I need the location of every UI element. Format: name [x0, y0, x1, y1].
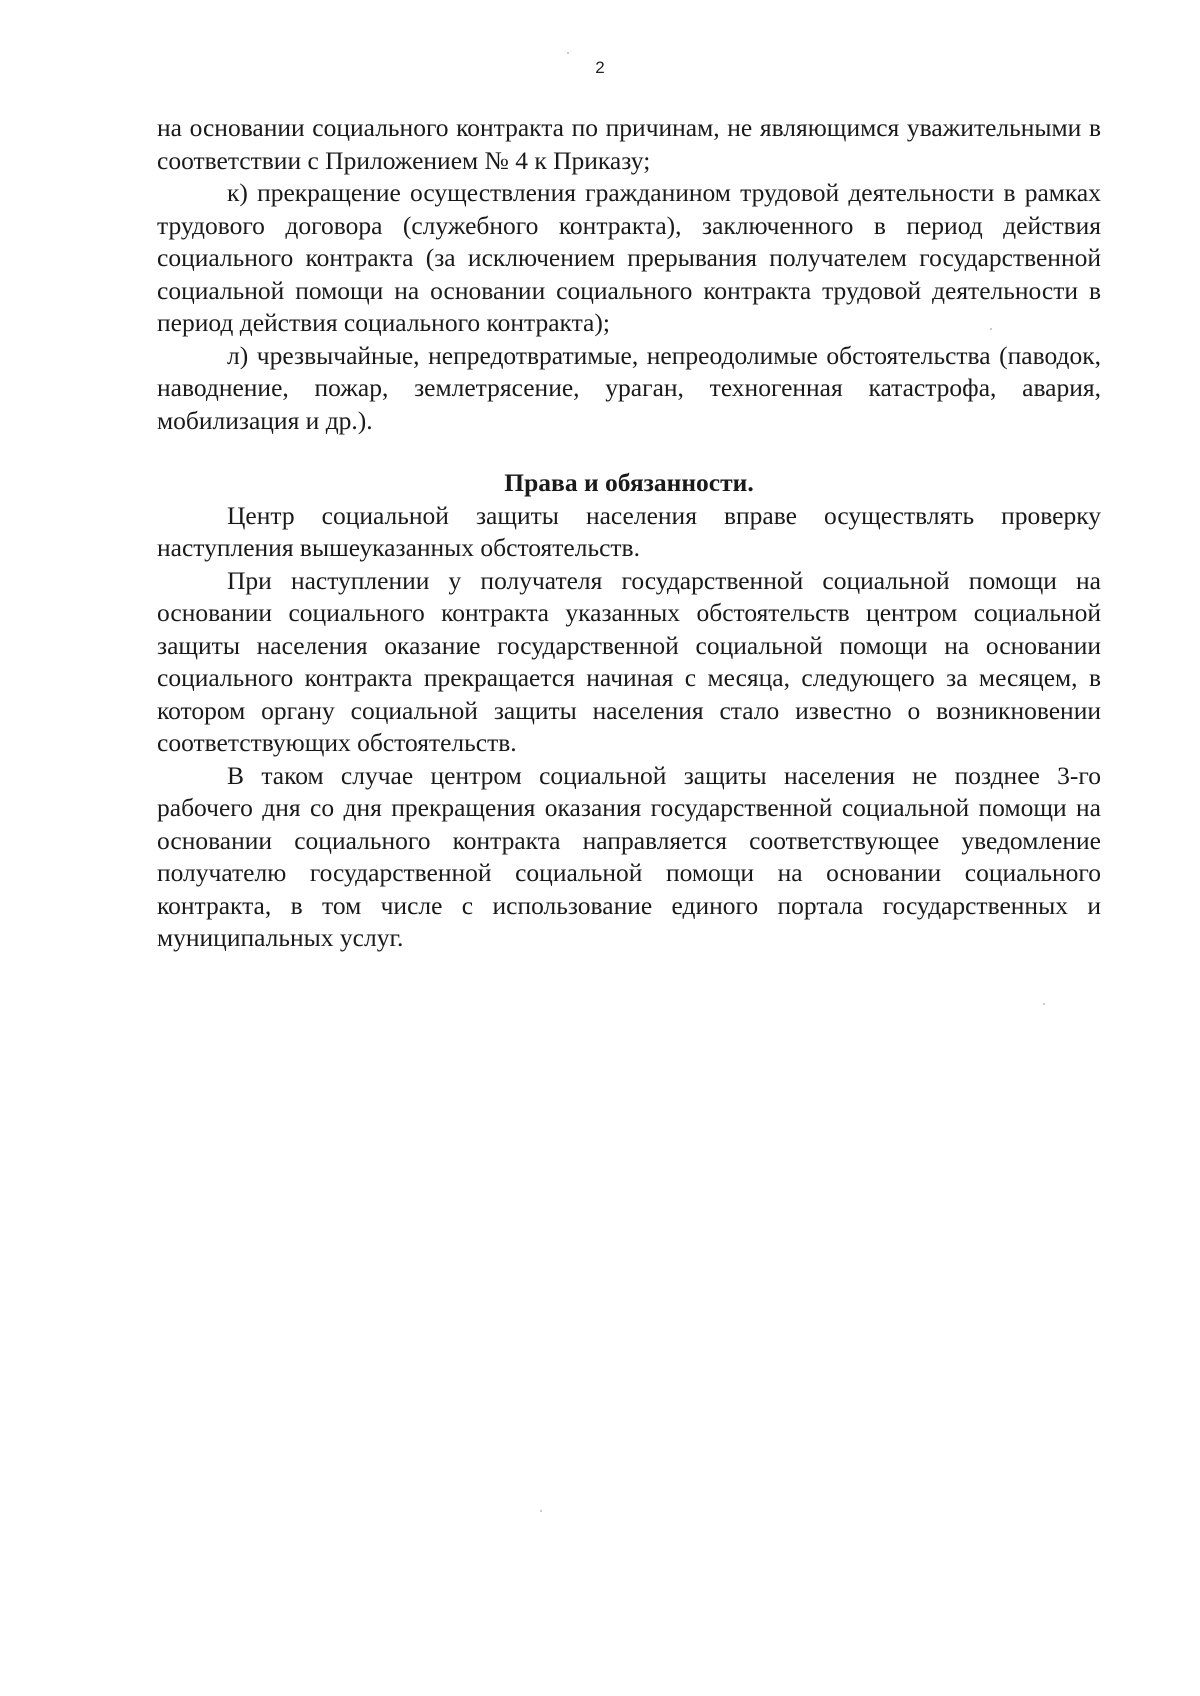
paragraph-group-bottom [157, 500, 1101, 955]
body-paragraph: к) прекращение осуществления гражданином трудовой деятельности в рамках трудового договора (служебного контракта), заключенного в период действия социального контракта (за исключением прерывания получателем государственной социальной помощи на основании социального контракта трудовой деятельности в период действия социального контракта); [157, 178, 1101, 337]
body-paragraph: на основании социального контракта по причинам, не являющимся уважительными в соответствии с Приложением № 4 к Приказу; [157, 113, 1101, 175]
scan-speck [1043, 1003, 1045, 1005]
scan-speck [990, 328, 992, 330]
section-heading: Права и обязанности. [504, 468, 754, 497]
page-number: 2 [595, 58, 605, 77]
scan-speck [540, 1510, 542, 1512]
document-body [157, 112, 1101, 955]
body-paragraph: Центр социальной защиты населения вправе осуществлять проверку наступления вышеуказанных обстоятельств. [157, 500, 1101, 562]
paragraph-group-top [157, 112, 1101, 437]
body-paragraph: При наступлении у получателя государственной социальной помощи на основании социального контракта указанных обстоятельств центром социальной защиты населения оказание государственной социальной помощи на основании социального контракта прекращается начиная с месяца, следующего за месяцем, в котором органу социальной защиты населения стало известно о возникновении соответствующих обстоятельств. [157, 565, 1101, 757]
scan-speck [567, 52, 569, 54]
body-paragraph: л) чрезвычайные, непредотвратимые, непреодолимые обстоятельства (паводок, наводнение, пожар, землетрясение, ураган, техногенная катастрофа, авария, мобилизация и др.). [157, 340, 1101, 435]
body-paragraph: В таком случае центром социальной защиты населения не позднее 3-го рабочего дня со дня прекращения оказания государственной социальной помощи на основании социального контракта направляется соответствующее уведомление получателю государственной социальной помощи на основании социального контракта, в том числе с использование единого портала государственных и муниципальных услуг. [157, 760, 1101, 952]
